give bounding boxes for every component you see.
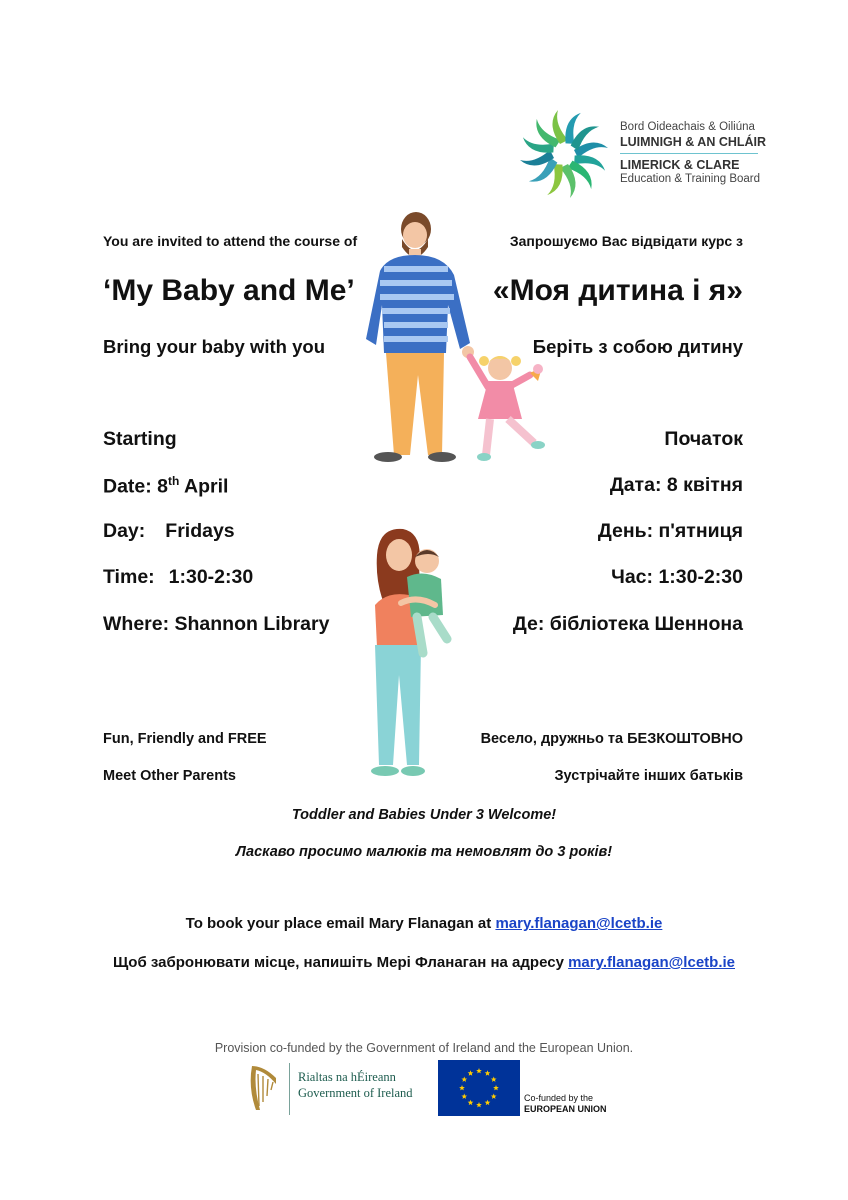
booking-en (0, 915, 848, 932)
eu-cofunded-text (524, 1093, 607, 1116)
date-en-suffix: April (179, 475, 229, 498)
date-en (103, 474, 228, 499)
where-uk: Де: бібліотека Шеннона (512, 613, 743, 635)
date-en-prefix: Date: 8 (103, 475, 169, 498)
etb-logo-icon (514, 108, 614, 200)
fun-uk: Весело, дружньо та БЕЗКОШТОВНО (480, 731, 743, 747)
eu-line1: Co-funded by the (524, 1093, 594, 1103)
day-en-label: Day: (103, 520, 146, 542)
date-en-sup: th (168, 474, 180, 488)
etb-name-block (620, 121, 820, 187)
booking-email-link-uk[interactable]: mary.flanagan@lcetb.ie (568, 954, 735, 971)
gov-irish: Rialtas na hÉireann (298, 1070, 396, 1084)
subtitle-uk: Беріть з собою дитину (532, 336, 743, 357)
eu-flag-icon (438, 1060, 520, 1116)
org-english-line2: Education & Training Board (620, 172, 761, 185)
booking-email-link-en[interactable]: mary.flanagan@lcetb.ie (495, 915, 663, 932)
welcome-en: Toddler and Babies Under 3 Welcome! (291, 807, 557, 823)
day-en-value: Fridays (165, 520, 235, 542)
org-irish-line2: LUIMNIGH & AN CHLÁIR (620, 134, 767, 149)
footer-funding-note: Provision co-funded by the Government of Ireland and the European Union. (214, 1041, 634, 1055)
course-title-uk: «Моя дитина і я» (492, 274, 743, 307)
booking-uk-text: Щоб забронювати місце, напишіть Мері Фланаган на адресу (113, 954, 569, 971)
booking-en-text: To book your place email Mary Flanagan at (185, 915, 496, 932)
where-en: Where: Shannon Library (103, 613, 330, 635)
harp-icon (246, 1062, 280, 1114)
course-title-en: ‘My Baby and Me’ (103, 274, 355, 307)
org-divider (620, 153, 758, 154)
time-en (103, 566, 253, 589)
meet-uk: Зустрічайте інших батьків (554, 768, 743, 784)
time-uk: Час: 1:30-2:30 (611, 566, 743, 588)
subtitle-en: Bring your baby with you (103, 336, 326, 357)
starting-en: Starting (103, 428, 177, 450)
booking-uk (0, 954, 848, 971)
gov-english: Government of Ireland (298, 1086, 413, 1101)
day-uk: День: п'ятниця (597, 520, 743, 542)
invite-en: You are invited to attend the course of (103, 233, 358, 249)
org-english-line1: LIMERICK & CLARE (620, 157, 740, 172)
invite-uk: Запрошуємо Вас відвідати курс з (509, 233, 743, 249)
time-en-value: 1:30-2:30 (168, 566, 254, 588)
mother-baby-illustration (357, 525, 467, 785)
starting-uk: Початок (664, 428, 743, 450)
gov-logo-text (298, 1069, 413, 1102)
eu-line2: EUROPEAN UNION (524, 1104, 607, 1115)
gov-divider (289, 1063, 290, 1115)
time-en-label: Time: (103, 566, 155, 588)
welcome-uk: Ласкаво просимо малюків та немовлят до 3 років! (235, 844, 613, 860)
day-en (103, 520, 235, 543)
org-irish-line1: Bord Oideachais & Oiliúna (620, 121, 755, 133)
meet-en: Meet Other Parents (103, 768, 236, 784)
father-daughter-illustration (358, 205, 558, 470)
date-uk: Дата: 8 квітня (609, 474, 743, 496)
fun-en: Fun, Friendly and FREE (103, 731, 267, 747)
